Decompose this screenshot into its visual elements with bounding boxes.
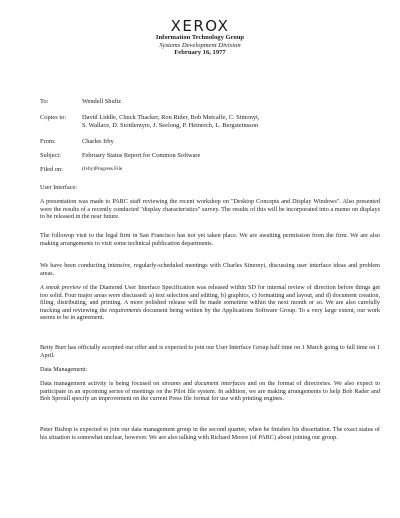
filed-label: Filed on: xyxy=(40,166,63,173)
ui-paragraph-3 xyxy=(40,262,380,277)
from-label: From: xyxy=(40,138,56,145)
text-run: Data management activity is being focused on xyxy=(40,380,162,387)
paragraph-text xyxy=(40,284,380,322)
paragraph-text: A presentation was made to PARC staff reviewing the recent workshop on "Desktop Concepts and Display Windows". Also presented were the results of a recently conducted "display characteristics" survey. The results of this will be incorporated into a memo on displays to be released in the near future. xyxy=(40,198,380,221)
ui-paragraph-5 xyxy=(40,344,380,359)
to-value: Wendell Shultz xyxy=(82,98,122,105)
section-heading: Data Management: xyxy=(40,366,88,373)
ui-paragraph-1 xyxy=(40,198,380,221)
copies-label: Copies to: xyxy=(40,114,67,121)
dm-heading xyxy=(40,366,380,374)
division-name: Systems Development Division xyxy=(159,41,241,49)
paragraph-text: Betty Burr has officially accepted our offer and is expected to join our User Interface Group half time on 1 March going to full time on 1 April. xyxy=(40,344,380,359)
paragraph-text: Peter Bishop is expected to join our data management group in the second quarter, when he finishes his dissertation. The exact status of his situation is somewhat unclear, however. We are also talking with Richard Moore (of PARC) about joining our group. xyxy=(40,426,380,441)
copies-line-1: David Liddle, Chuck Thacker, Ron Rider, Bob Metcalfe, C. Simonyi, xyxy=(82,114,260,121)
ui-paragraph-2 xyxy=(40,232,380,247)
subject-value: February Status Report for Common Software xyxy=(82,152,201,159)
to-label: To: xyxy=(40,98,49,105)
from-value: Charles Irby xyxy=(82,138,114,145)
emphasis-text: A sneak preview xyxy=(40,284,81,291)
org-name: Information Technology Group xyxy=(155,34,245,41)
emphasis-text: document interfaces xyxy=(194,380,246,387)
subject-label: Subject: xyxy=(40,152,61,159)
dm-paragraph-2 xyxy=(40,426,380,441)
emphasis-text: streams xyxy=(161,380,181,387)
emphasis-text: requirements xyxy=(109,306,142,314)
filed-value: (Ivby)Progress.File xyxy=(82,166,123,172)
text-run: and xyxy=(180,380,195,387)
text-run: and on the format of directories. We also expect to participate in an upcoming series of meetings on the Pilot file system. In addition, we are making arrangements to help Bob Rader and Bob Sproull specify an improvement on the current Press file format for use with printing engines. xyxy=(40,380,381,403)
from-row xyxy=(40,138,380,146)
copies-line-2: S. Wallace, D. Stottlemyre, J. Seelong, P. Heinrech, L. Bergsteinsson xyxy=(82,121,259,129)
dm-paragraph-1 xyxy=(40,380,380,403)
memo-date: February 16, 1977 xyxy=(174,49,226,57)
copies-row xyxy=(40,114,380,130)
paragraph-text xyxy=(40,380,380,403)
paragraph-text: The followup visit to the legal firm in San Francisco has not yet taken place. We are awaiting permission from the firm. We are also making arrangements to visit some technical publication departments. xyxy=(40,232,380,247)
filed-row xyxy=(40,166,380,174)
ui-heading xyxy=(40,184,380,192)
section-heading: User Interface: xyxy=(40,184,77,191)
ui-paragraph-4 xyxy=(40,284,380,322)
paragraph-text: We have been conducting intensive, regularly-scheduled meetings with Charles Simonyi, discussing user interface ideas and problem areas. xyxy=(40,262,380,277)
to-row xyxy=(40,98,380,106)
text-run: of the Diamond User Interface Specification was released within SD for internal review of direction before things get too solid. Four major areas were discussed: a) text selection and editing, b) graphics, c) formatting and layout, and d) document creation, filing, distributing, and printing. A more polished release will be made sometime within the next month or so. We are also carefully tracking and reviewing the xyxy=(40,284,380,314)
subject-row xyxy=(40,152,380,160)
xerox-logo: XEROX xyxy=(170,17,230,35)
letterhead xyxy=(0,18,400,57)
text-run: document being written by the Applications Software Group. To a very large extent, our work seems to be in agreement. xyxy=(40,306,380,322)
